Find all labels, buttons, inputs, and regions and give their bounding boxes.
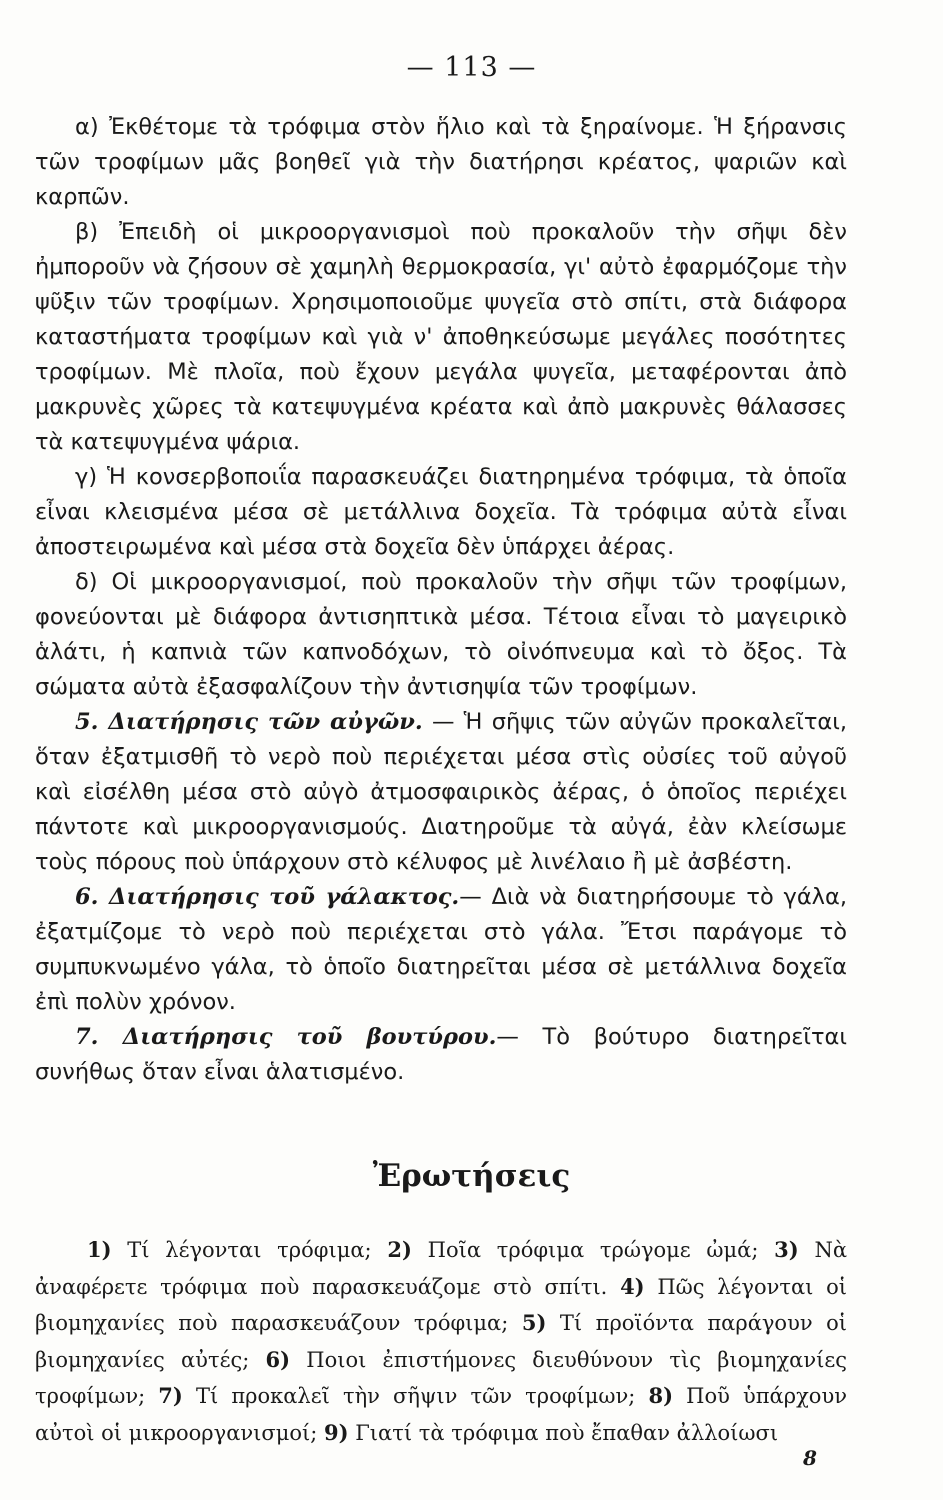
question-number: 5) — [521, 1310, 547, 1335]
question-number: 3) — [774, 1237, 799, 1262]
question-text: Νὰ ἀναφέρετε τρόφιμα ποὺ παρασκευάζομε στὸ σπίτι. — [35, 1238, 848, 1299]
paragraph-alpha: α) Ἐκθέτομε τὰ τρόφιμα στὸν ἥλιο καὶ τὰ ξηραίνομε. Ἡ ξήρανσις τῶν τροφίμων μᾶς βοηθεῖ γιὰ τὴν διατήρησι κρέατος, ψαριῶν καὶ καρπῶν. — [35, 114, 847, 210]
question-number: 4) — [620, 1273, 645, 1299]
questions-paragraph — [35, 1232, 847, 1451]
paragraph-gamma: γ) Ἡ κονσερβοποιΐα παρασκευάζει διατηρημένα τρόφιμα, τὰ ὁποῖα εἶναι κλεισμένα μέσα σὲ μετάλλινα δοχεῖα. Τὰ τρόφιμα αὐτὰ εἶναι ἀποστειρωμένα καὶ μέσα στὰ δοχεῖα δὲν ὑπάρχει ἀέρας. — [35, 464, 847, 560]
signature-mark: 8 — [803, 1446, 817, 1470]
questions-title: Ἐρωτήσεις — [372, 1158, 571, 1194]
question-text: Γιατί τὰ τρόφιμα ποὺ ἔπαθαν ἀλλοίωσι — [348, 1420, 779, 1445]
page-number: — 113 — — [406, 52, 537, 83]
section-text-butter: — Τὸ βούτυρο διατηρεῖται συνήθως ὅταν εἶναι ἁλατισμένο. — [35, 1024, 847, 1085]
question-number: 2) — [387, 1237, 412, 1262]
paragraph-beta: β) Ἐπειδὴ οἱ μικροοργανισμοὶ ποὺ προκαλοῦν τὴν σῆψι δὲν ἠμποροῦν νὰ ζήσουν σὲ χαμηλὴ θερμοκρασία, γι' αὐτὸ ἐφαρμόζομε τὴν ψῦξιν τῶν τροφίμων. Χρησιμοποιοῦμε ψυγεῖα στὸ σπίτι, στὰ διάφορα καταστήματα τροφίμων καὶ γιὰ ν' ἀποθηκεύσωμε μεγάλες ποσότητες τροφίμων. Μὲ πλοῖα, ποὺ ἔχουν μεγάλα ψυγεῖα, μεταφέρονται ἀπὸ μακρυνὲς χῶρες τὰ κατεψυγμένα κρέατα καὶ ἀπὸ μακρυνὲς θάλασσες τὰ κατεψυγμένα ψάρια. — [35, 219, 847, 455]
question-text: Τί προϊόντα παράγουν οἱ βιομηχανίες αὐτές; — [35, 1311, 847, 1372]
question-number: 9) — [324, 1419, 349, 1445]
section-heading-eggs: 5. Διατήρησις τῶν αὐγῶν. — [75, 709, 423, 735]
section-butter — [35, 1020, 847, 1090]
question-number: 7) — [158, 1383, 183, 1408]
main-text — [35, 110, 847, 1090]
question-text: Ποιοι ἐπιστήμονες διευθύνουν τὶς βιομηχανίες τροφίμων; — [35, 1347, 847, 1408]
question-text: Ποῦ ὑπάρχουν αὐτοὶ οἱ μικροοργανισμοί; — [35, 1384, 847, 1445]
questions-block — [35, 1232, 847, 1451]
section-heading-butter: 7. Διατήρησις τοῦ βουτύρου. — [75, 1024, 497, 1050]
section-text-milk: — Διὰ νὰ διατηρήσουμε τὸ γάλα, ἐξατμίζομε τὸ νερὸ ποὺ περιέχεται στὸ γάλα. Ἔτσι παράγομε τὸ συμπυκνωμένο γάλα, τὸ ὁποῖο διατηρεῖται μέσα σὲ μετάλλινα δοχεῖα ἐπὶ πολὺν χρόνον. — [35, 884, 847, 1015]
section-eggs — [35, 705, 847, 880]
paragraph-delta: δ) Οἱ μικροοργανισμοί, ποὺ προκαλοῦν τὴν σῆψι τῶν τροφίμων, φονεύονται μὲ διάφορα ἀντισηπτικὰ μέσα. Τέτοια εἶναι τὸ μαγειρικὸ ἁλάτι, ἡ καπνιὰ τῶν καπνοδόχων, τὸ οἰνόπνευμα καὶ τὸ ὄξος. Τὰ σώματα αὐτὰ ἐξασφαλίζουν τὴν ἀντισηψία τῶν τροφίμων. — [35, 569, 847, 700]
question-text: Τί λέγονται τρόφιμα; — [111, 1238, 388, 1262]
question-number: 1) — [87, 1237, 112, 1262]
question-text: Ποῖα τρόφιμα τρώγομε ὠμά; — [411, 1238, 775, 1262]
question-number: 8) — [648, 1383, 674, 1408]
question-number: 6) — [265, 1346, 291, 1372]
question-text: Πῶς λέγονται οἱ βιομηχανίες ποὺ παρασκευάζουν τρόφιμα; — [35, 1274, 847, 1335]
section-heading-milk: 6. Διατήρησις τοῦ γάλακτος. — [75, 884, 460, 910]
section-milk — [35, 880, 847, 1020]
question-text: Τί προκαλεῖ τὴν σῆψιν τῶν τροφίμων; — [182, 1384, 649, 1408]
section-text-eggs: — Ἡ σῆψις τῶν αὐγῶν προκαλεῖται, ὅταν ἐξατμισθῆ τὸ νερὸ ποὺ περιέχεται μέσα στὶς οὐσίες τοῦ αὐγοῦ καὶ εἰσέλθη μέσα στὸ αὐγὸ ἀτμοσφαιρικὸς ἀέρας, ὁ ὁποῖος περιέχει πάντοτε καὶ μικροοργανισμούς. Διατηροῦμε τὰ αὐγά, ἐὰν κλείσωμε τοὺς πόρους ποὺ ὑπάρχουν στὸ κέλυφος μὲ λινέλαιο ἢ μὲ ἀσβέστη. — [35, 709, 848, 875]
